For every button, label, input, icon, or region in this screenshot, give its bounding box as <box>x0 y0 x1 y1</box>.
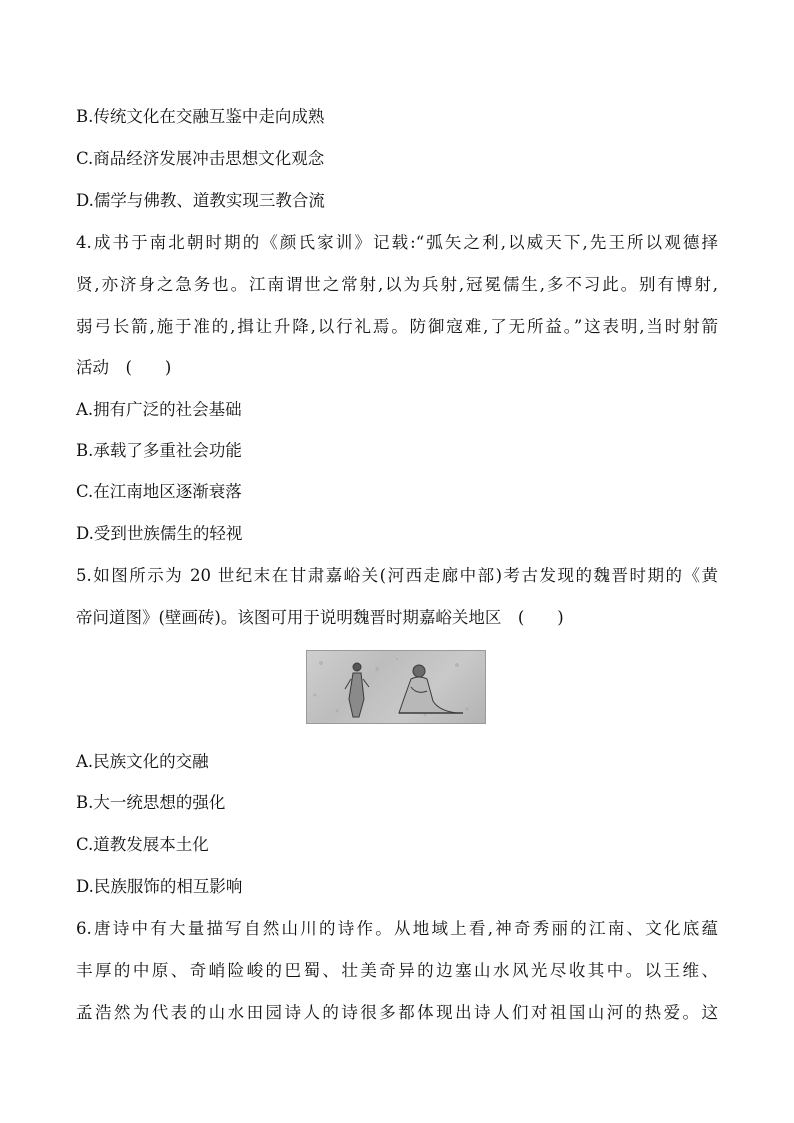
q6-stem-line-2: 丰厚的中原、奇峭险峻的巴蜀、壮美奇异的边塞山水风光尽收其中。以王维、 <box>76 961 718 980</box>
q6-stem-line-1: 6.唐诗中有大量描写自然山川的诗作。从地域上看,神奇秀丽的江南、文化底蕴 <box>76 919 718 938</box>
q5-option-c: C.道教发展本土化 <box>76 835 209 854</box>
q4-stem-line-4: 活动 ( ) <box>76 358 172 377</box>
q3-option-c: C.商品经济发展冲击思想文化观念 <box>76 149 325 168</box>
q5-option-b: B.大一统思想的强化 <box>76 793 226 812</box>
q5-stem-line-2: 帝问道图》(壁画砖)。该图可用于说明魏晋时期嘉峪关地区 ( ) <box>76 608 564 627</box>
mural-brick-image <box>306 650 486 724</box>
q6-stem-line-3: 孟浩然为代表的山水田园诗人的诗很多都体现出诗人们对祖国山河的热爱。这 <box>76 1003 718 1022</box>
q4-stem-line-3: 弱弓长箭,施于准的,揖让升降,以行礼焉。防御寇难,了无所益。”这表明,当时射箭 <box>76 317 718 336</box>
q4-option-a: A.拥有广泛的社会基础 <box>76 400 242 419</box>
q4-option-d: D.受到世族儒生的轻视 <box>76 524 243 543</box>
q4-option-b: B.承载了多重社会功能 <box>76 441 242 460</box>
q4-stem-line-1: 4.成书于南北朝时期的《颜氏家训》记载:“弧矢之利,以威天下,先王所以观德择 <box>76 233 718 252</box>
mural-brick-illustration <box>307 651 486 724</box>
q4-option-c: C.在江南地区逐渐衰落 <box>76 482 242 501</box>
q5-stem-line-1: 5.如图所示为 20 世纪末在甘肃嘉峪关(河西走廊中部)考古发现的魏晋时期的《黄 <box>76 566 718 585</box>
q3-option-b: B.传统文化在交融互鉴中走向成熟 <box>76 107 325 126</box>
q5-option-a: A.民族文化的交融 <box>76 752 209 771</box>
q5-option-d: D.民族服饰的相互影响 <box>76 877 243 896</box>
q3-option-d: D.儒学与佛教、道教实现三教合流 <box>76 191 325 210</box>
q4-stem-line-2: 贤,亦济身之急务也。江南谓世之常射,以为兵射,冠冕儒生,多不习此。别有博射, <box>76 275 718 294</box>
